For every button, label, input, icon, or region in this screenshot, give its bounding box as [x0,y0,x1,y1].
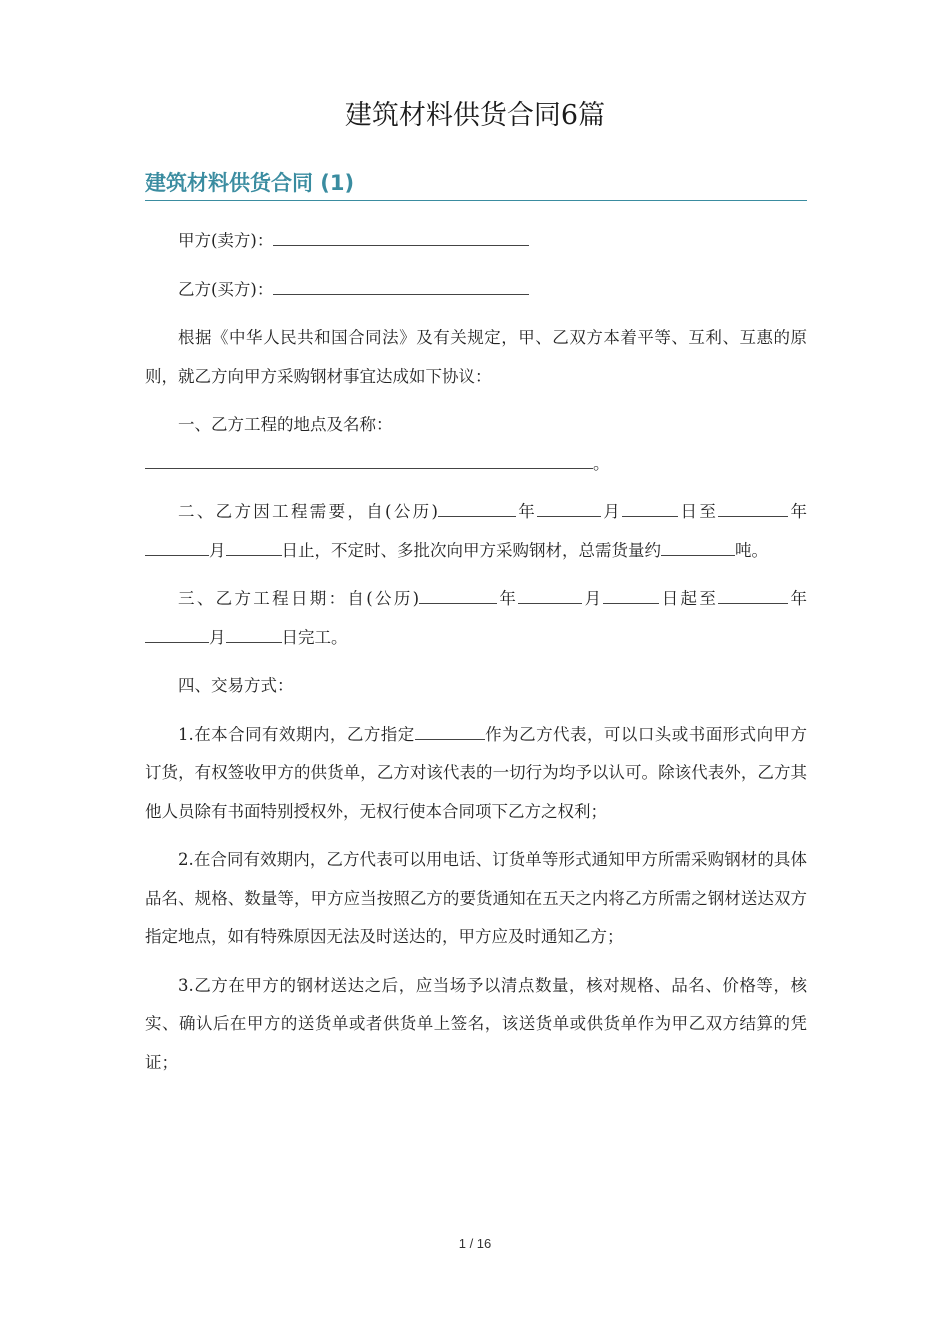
clause-2-blank-quantity [661,535,735,556]
clause-4-item-1-text-b: 作为乙方代表，可以口头或书面形式向甲方订货，有权签收甲方的供货单，乙方对该代表的一切行为均予以认可。除该代表外，乙方其他人员除有书面特别授权外，无权行使本合同项下乙方之权利； [145,724,807,821]
party-b-line [145,271,807,310]
clause-2-month-end: 月 [209,540,226,560]
clause-3-day-from: 日起至 [659,589,719,608]
clause-3-blank-year-end [718,583,788,604]
clause-3-blank-month-start [518,583,582,604]
party-a-label: 甲方(卖方)： [178,231,274,250]
contract-body [145,222,807,1092]
clause-2 [145,493,807,570]
clause-4-item-3: 3.乙方在甲方的钢材送达之后，应当场予以清点数量，核对规格、品名、价格等，核实、确认后在甲方的送货单或者供货单上签名，该送货单或供货单作为甲乙双方结算的凭证； [145,975,807,1072]
clause-2-text: 二、乙方因工程需要，自(公历) [178,502,438,521]
clause-3-blank-month-end [145,622,209,643]
clause-3-month: 月 [582,589,604,608]
clause-1-blank-line [145,445,807,484]
clause-1-blank [145,448,593,469]
clause-3 [145,580,807,657]
clause-2-blank-month-start [537,496,601,517]
clause-4-item-1-blank [415,719,485,740]
clause-2-month: 月 [601,502,623,521]
clause-3-day-done: 日完工。 [281,627,348,647]
clause-4-item-1 [145,716,807,832]
clause-2-year: 年 [515,502,538,521]
clause-2-blank-day-end [226,535,282,556]
clause-2-day-stop: 日止，不定时、多批次向甲方采购钢材，总需货量约 [281,540,661,560]
clause-3-blank-year-start [419,583,497,604]
clause-4-item-2: 2.在合同有效期内，乙方代表可以用电话、订货单等形式通知甲方所需采购钢材的具体品名、规格、数量等，甲方应当按照乙方的要货通知在五天之内将乙方所需之钢材送达双方指定地点，如有特殊原因无法及时送达的，甲方应及时通知乙方； [145,850,807,946]
clause-4-item-1-text-a: 1.在本合同有效期内，乙方指定 [178,724,415,744]
clause-2-blank-year-end [718,496,788,517]
section-heading: 建筑材料供货合同 (1) [145,168,807,201]
clause-1-end: 。 [593,453,610,473]
clause-3-month-end: 月 [209,627,226,647]
clause-2-year-end: 年 [788,502,808,521]
clause-3-year: 年 [497,589,519,608]
clause-3-blank-day-start [603,583,659,604]
party-a-blank [273,225,529,246]
clause-3-text: 三、乙方工程日期：自(公历) [178,589,420,608]
clause-2-ton: 吨。 [735,540,768,560]
page-number: 1 / 16 [458,1236,492,1251]
clause-2-blank-day-start [622,496,678,517]
clause-2-day-to: 日至 [678,502,719,521]
party-b-label: 乙方(买方)： [178,279,274,299]
clause-3-blank-day-end [226,622,282,643]
party-a-line [145,222,807,261]
clause-3-year-end: 年 [788,589,808,608]
document-title: 建筑材料供货合同6篇 [344,100,606,131]
clause-2-blank-year-start [438,496,516,517]
clause-1-label: 一、乙方工程的地点及名称： [178,415,393,434]
clause-4-label: 四、交易方式： [178,676,294,695]
party-b-blank [273,274,529,295]
clause-2-blank-month-end [145,535,209,556]
intro-paragraph: 根据《中华人民共和国合同法》及有关规定，甲、乙双方本着平等、互利、互惠的原则，就乙方向甲方采购钢材事宜达成如下协议： [145,328,807,386]
